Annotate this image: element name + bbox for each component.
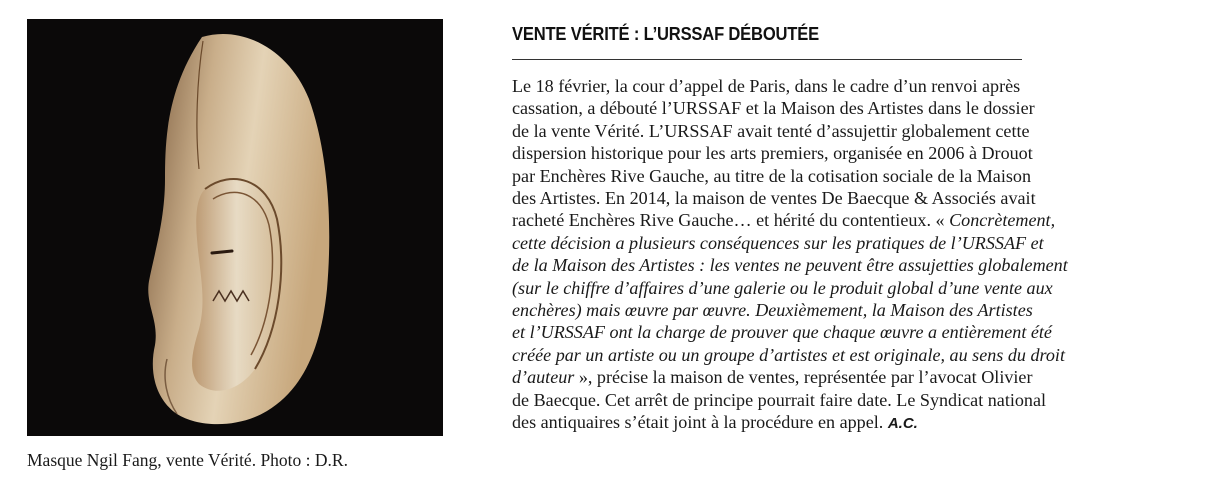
article-line: par Enchères Rive Gauche, au titre de la cotisation sociale de la Maison — [512, 165, 1031, 186]
article-line: (sur le chiffre d’affaires d’une galerie ou le produit global d’une vente aux — [512, 277, 1053, 298]
article-line: enchères) mais œuvre par œuvre. Deuxièmement, la Maison des Artistes — [512, 300, 1033, 321]
article-line: de la Maison des Artistes : les ventes ne peuvent être assujetties globalement — [512, 255, 1068, 276]
author-signature: A.C. — [887, 415, 918, 433]
headline-rule — [512, 59, 1022, 60]
article-line: cette décision a plusieurs conséquences sur les pratiques de l’URSSAF et — [512, 232, 1044, 253]
article-line: de la vente Vérité. L’URSSAF avait tenté d’assujettir globalement cette — [512, 120, 1030, 141]
article-body — [512, 75, 1192, 436]
article-line: Le 18 février, la cour d’appel de Paris, dans le cadre d’un renvoi après — [512, 76, 1021, 96]
article-line: dispersion historique pour les arts premiers, organisée en 2006 à Drouot — [512, 143, 1033, 164]
article-line: racheté Enchères Rive Gauche… et hérité du contentieux. « Concrètement, — [512, 210, 1056, 231]
article-headline: VENTE VÉRITÉ : L’URSSAF DÉBOUTÉE — [512, 24, 819, 44]
ngil-fang-mask-image — [27, 19, 443, 436]
article-line: des antiquaires s’était joint à la procédure en appel. A.C. — [512, 412, 918, 433]
article-line: et l’URSSAF ont la charge de prouver que chaque œuvre a entièrement été — [512, 322, 1052, 343]
article-line: cassation, a débouté l’URSSAF et la Maison des Artistes dans le dossier — [512, 98, 1035, 119]
photo-caption: Masque Ngil Fang, vente Vérité. Photo : D.R. — [27, 450, 348, 470]
article-line: des Artistes. En 2014, la maison de ventes De Baecque & Associés avait — [512, 188, 1036, 209]
mask-photo — [27, 19, 443, 436]
quote-text: Concrètement, — [949, 210, 1056, 231]
article-line: de Baecque. Cet arrêt de principe pourrait faire date. Le Syndicat national — [512, 389, 1047, 410]
article-line: d’auteur », précise la maison de ventes, représentée par l’avocat Olivier — [512, 367, 1033, 388]
article-line: créée par un artiste ou un groupe d’artistes et est originale, au sens du droit — [512, 344, 1065, 365]
